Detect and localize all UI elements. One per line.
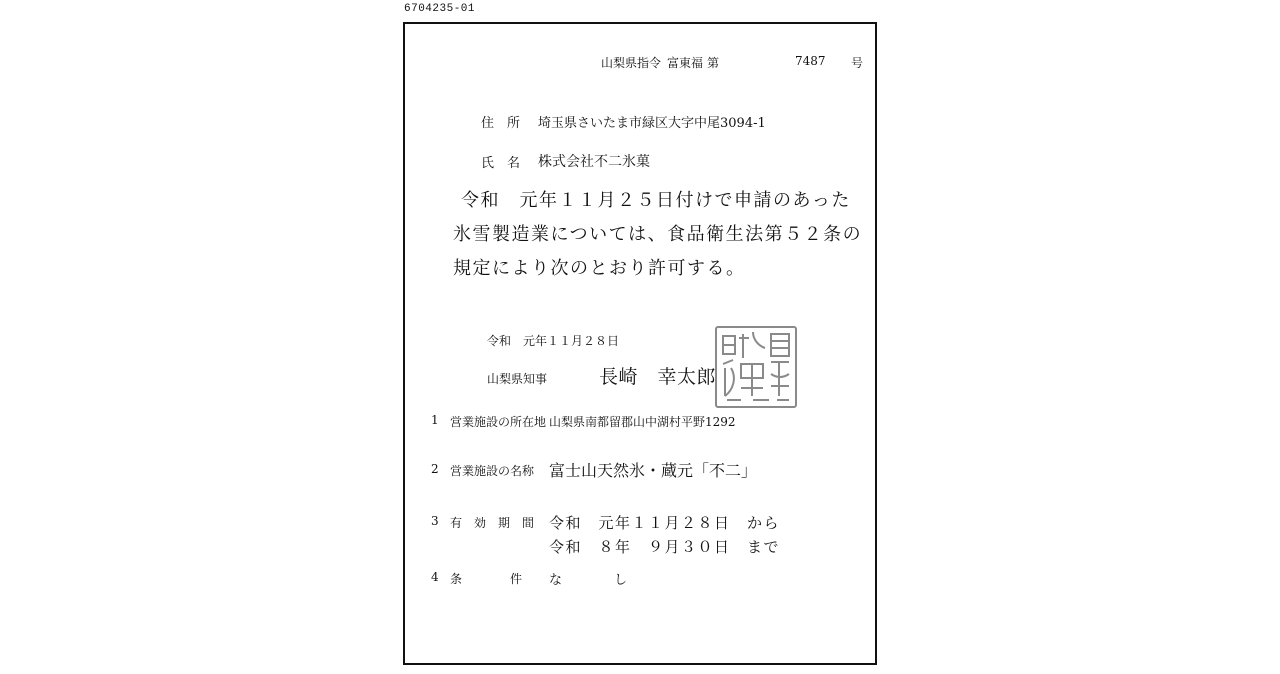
item-1-value: 山梨県南都留郡山中湖村平野1292	[549, 415, 736, 429]
header-office: 富東福	[667, 56, 704, 70]
header-number: 7487	[795, 54, 826, 68]
permit-document	[403, 22, 877, 665]
issuer-title: 山梨県知事	[487, 372, 548, 386]
item-1-label: 営業施設の所在地	[450, 415, 547, 429]
item-3-number: 3	[431, 514, 439, 528]
item-4-value: な し	[549, 573, 628, 588]
official-seal-icon	[713, 324, 799, 410]
address-value: 埼玉県さいたま市緑区大字中尾3094-1	[538, 116, 766, 131]
body-line-2: 氷雪製造業については、食品衛生法第５２条の	[453, 224, 863, 245]
item-3-value-from: 令和 元年１１月２８日 から	[549, 514, 781, 532]
name-value: 株式会社不二氷菓	[538, 154, 650, 170]
item-3-label: 有 効 期 間	[450, 516, 535, 530]
item-3-value-to: 令和 ８年 ９月３０日 まで	[549, 538, 781, 556]
address-label: 住 所	[481, 116, 521, 131]
header-dai: 第	[707, 56, 720, 70]
item-2-label: 営業施設の名称	[450, 464, 535, 478]
header-go: 号	[851, 56, 864, 70]
body-line-1: 令和 元年１１月２５日付けで申請のあった	[461, 190, 851, 211]
item-2-number: 2	[431, 462, 439, 476]
header-prefix: 山梨県指令	[601, 56, 662, 70]
name-label: 氏 名	[481, 156, 521, 171]
item-4-number: 4	[431, 570, 439, 584]
issuer-name: 長崎 幸太郎	[599, 366, 717, 388]
document-id: 6704235-01	[404, 3, 476, 15]
item-4-label: 条 件	[450, 572, 523, 586]
item-1-number: 1	[431, 413, 439, 427]
body-line-3: 規定により次のとおり許可する。	[453, 258, 746, 279]
issue-date: 令和 元年１１月２８日	[487, 334, 620, 348]
item-2-value: 富士山天然氷・蔵元「不二」	[549, 461, 758, 480]
